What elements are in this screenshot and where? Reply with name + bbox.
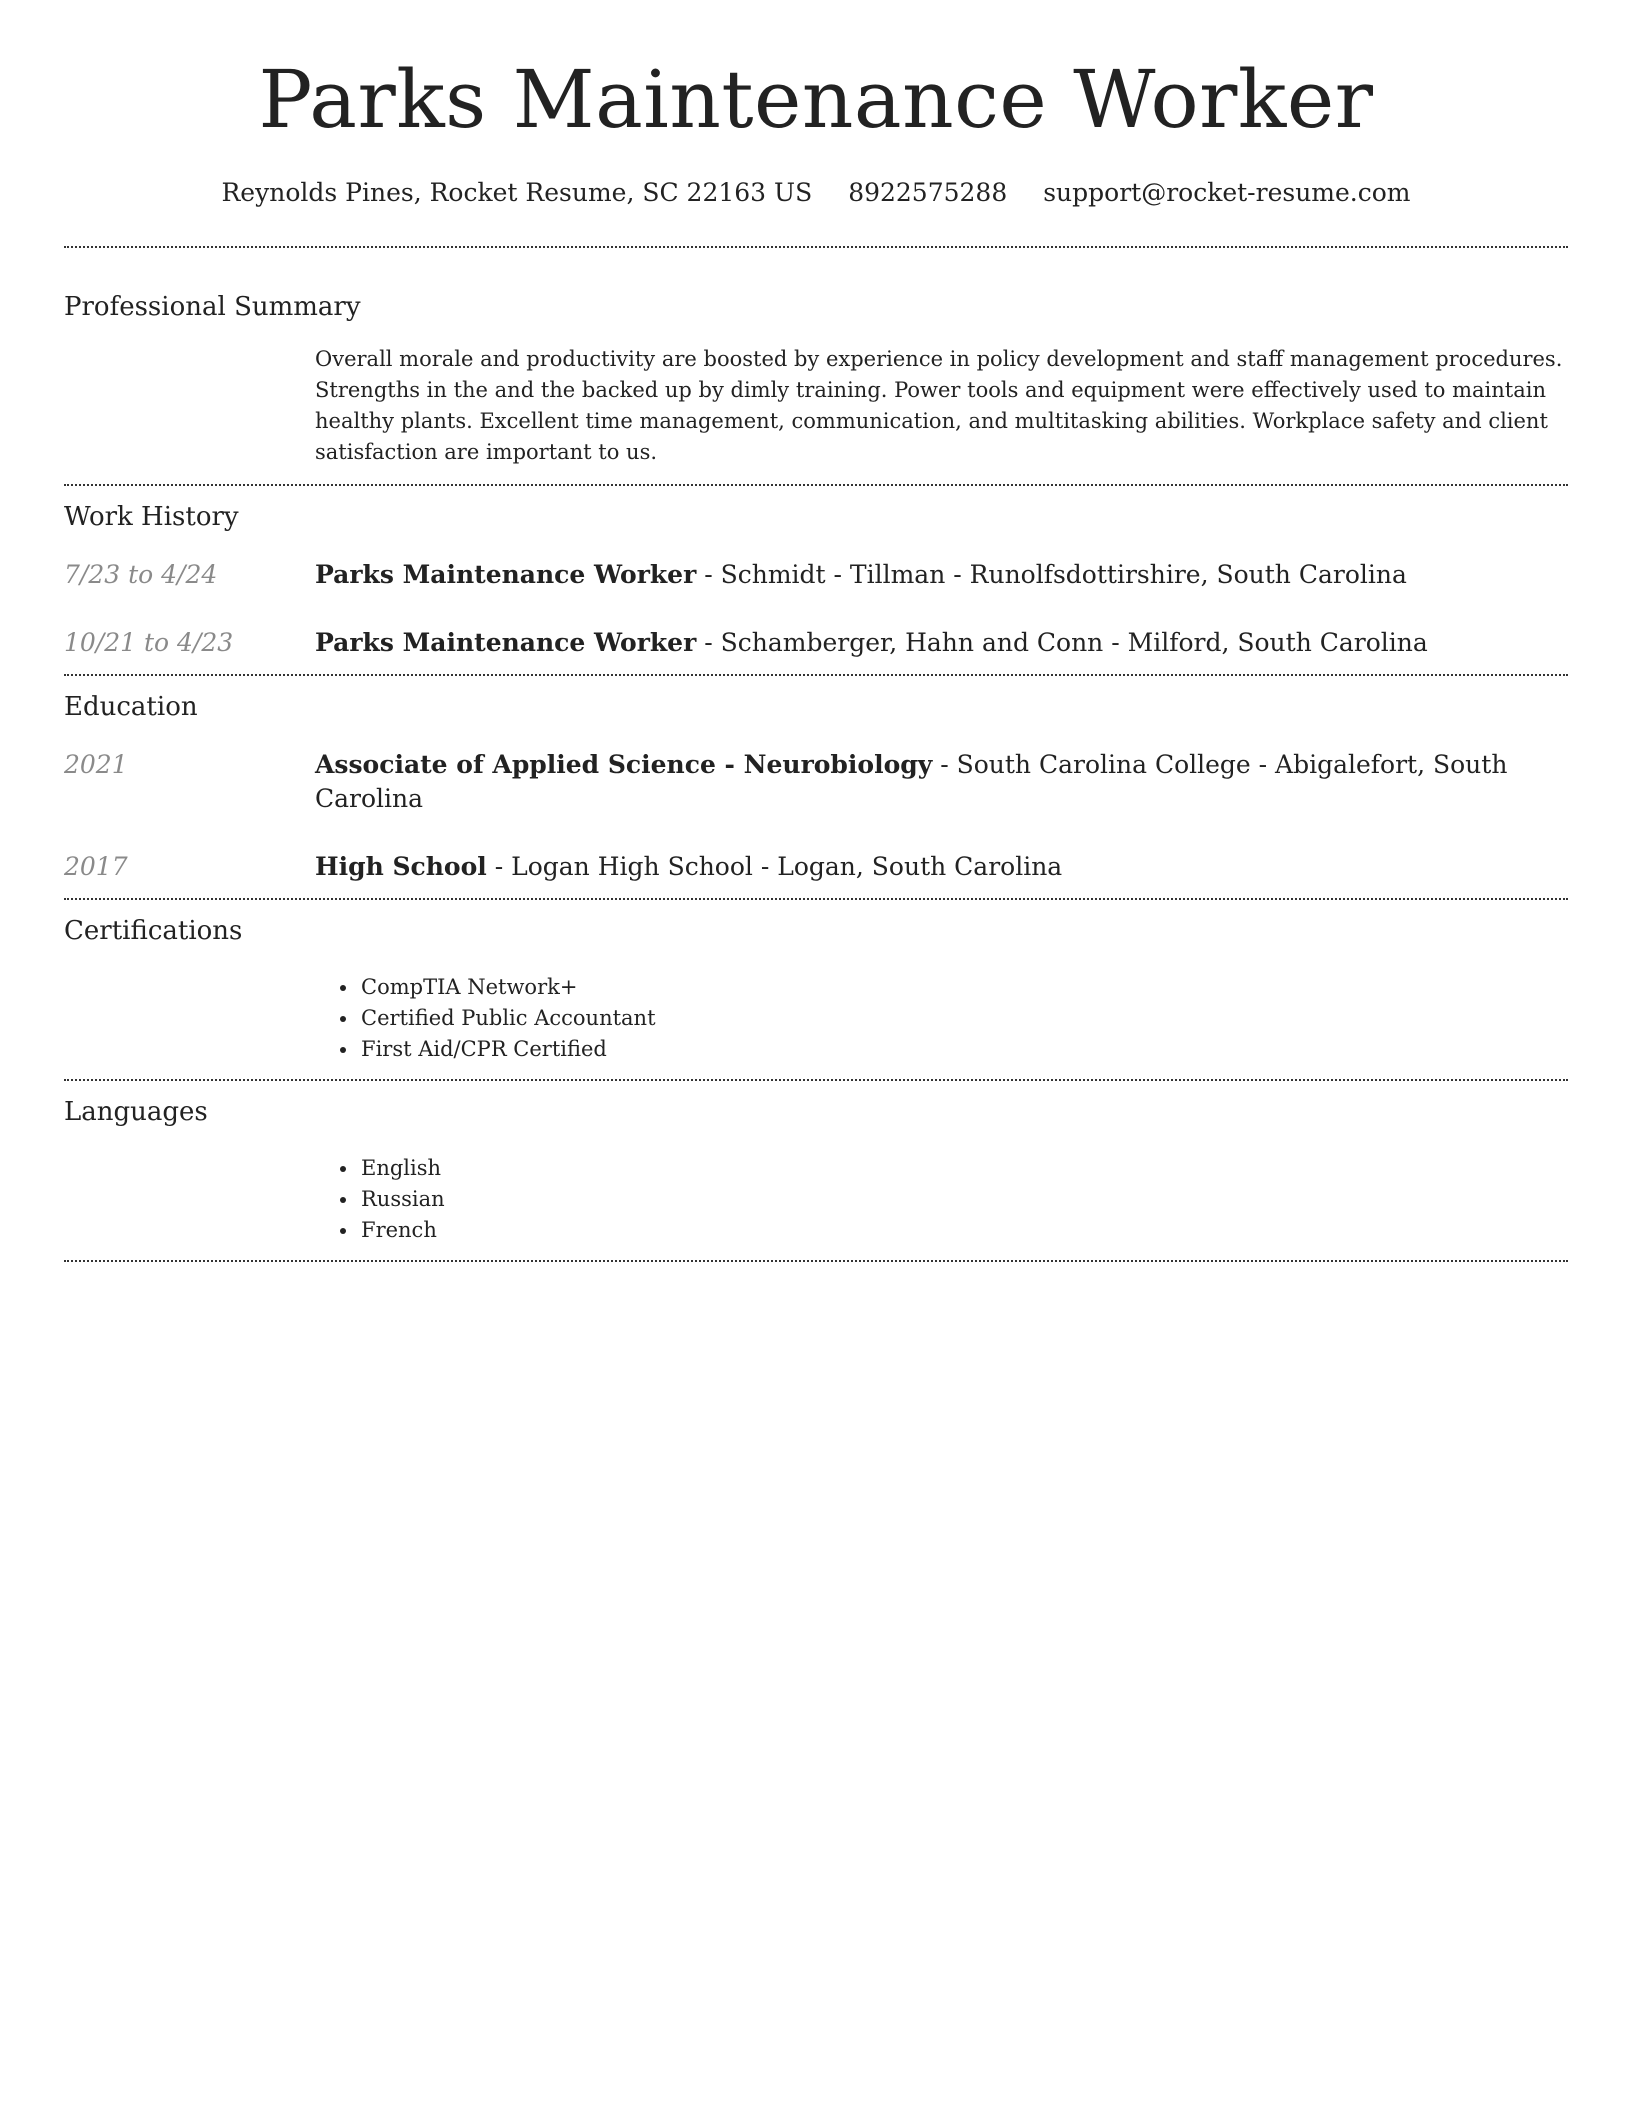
- work-history-title: Work History: [64, 502, 239, 532]
- education-entry-detail: - South Carolina College - Abigalefort, South Carolina: [315, 750, 1508, 813]
- work-entry-desc: [315, 626, 1568, 660]
- resume-header: [64, 0, 1568, 210]
- work-entry-date: 7/23 to 4/24: [64, 560, 218, 589]
- work-history-section: [64, 486, 1568, 660]
- education-entry: [64, 850, 1568, 884]
- work-entry-date: 10/21 to 4/23: [64, 628, 234, 657]
- languages-section: [64, 1081, 1568, 1260]
- certifications-list: [64, 972, 1568, 1065]
- divider: [64, 1260, 1568, 1262]
- languages-title: Languages: [64, 1097, 208, 1127]
- certifications-title: Certifications: [64, 916, 243, 946]
- work-entry-role: Parks Maintenance Worker: [315, 560, 697, 589]
- education-entry-detail: - Logan High School - Logan, South Carolina: [486, 852, 1063, 881]
- list-item: • English: [359, 1153, 1568, 1184]
- education-title: Education: [64, 692, 198, 722]
- list-item: • Certified Public Accountant: [359, 1003, 1568, 1034]
- list-item: • First Aid/CPR Certified: [359, 1034, 1568, 1065]
- work-entry-detail: - Schmidt - Tillman - Runolfsdottirshire, South Carolina: [696, 560, 1407, 589]
- work-entry: [64, 626, 1568, 660]
- summary-text: Overall morale and productivity are boosted by experience in policy development and staff management procedures. Strengths in the and the backed up by dimly training. Power tools and equipment were effectively used to maintain healthy plants. Excellent time management, communication, and multitasking abilities. Workplace safety and client satisfaction are important to us.: [315, 347, 1563, 464]
- education-entry-desc: [315, 850, 1568, 884]
- divider: [64, 246, 1568, 248]
- candidate-name: Parks Maintenance Worker: [258, 53, 1374, 146]
- education-entry-degree: Associate of Applied Science - Neurobiology: [315, 750, 933, 779]
- work-entry-desc: [315, 558, 1568, 592]
- education-entry-date: 2017: [64, 852, 128, 881]
- education-entry: [64, 748, 1568, 816]
- work-entry-role: Parks Maintenance Worker: [315, 628, 697, 657]
- summary-section: [64, 290, 1568, 468]
- list-item: • French: [359, 1215, 1568, 1246]
- contact-line: [64, 176, 1568, 210]
- list-item: • CompTIA Network+: [359, 972, 1568, 1003]
- summary-title: Professional Summary: [64, 292, 361, 322]
- education-entry-date: 2021: [64, 750, 128, 779]
- education-entry-degree: High School: [315, 852, 487, 881]
- list-item: • Russian: [359, 1184, 1568, 1215]
- languages-list: [64, 1153, 1568, 1246]
- work-entry-detail: - Schamberger, Hahn and Conn - Milford, South Carolina: [696, 628, 1428, 657]
- contact-address: Reynolds Pines, Rocket Resume, SC 22163 US: [221, 178, 813, 207]
- education-section: [64, 676, 1568, 884]
- certifications-section: [64, 900, 1568, 1079]
- work-entry: [64, 558, 1568, 592]
- contact-email: support@rocket-resume.com: [1043, 178, 1411, 207]
- contact-phone: 8922575288: [848, 178, 1008, 207]
- education-entry-desc: [315, 748, 1568, 816]
